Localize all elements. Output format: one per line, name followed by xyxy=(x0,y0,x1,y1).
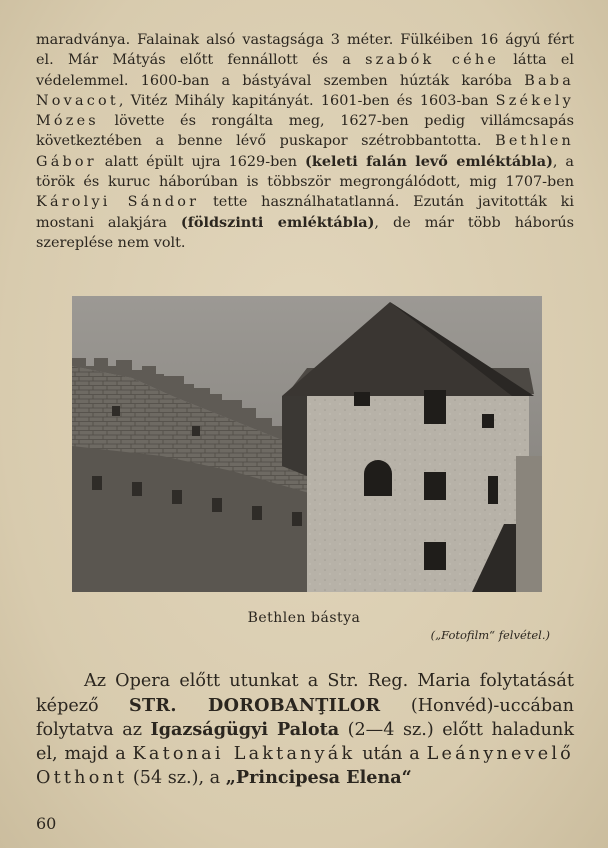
text-segment: lövette és rongálta meg, 1627-ben pedig villámcsapás következtében a benne lévő puskapor szétrobbantotta. xyxy=(36,113,574,150)
spaced-text: Leánynevelő Otthont xyxy=(36,743,574,789)
tower-side xyxy=(282,396,307,476)
page-number: 60 xyxy=(36,814,57,833)
spaced-text: Baba Novacot xyxy=(36,72,574,109)
photo-credit: („Fotofilm“ felvétel.) xyxy=(430,628,550,642)
spaced-text: Székely Mózes xyxy=(36,92,574,130)
text-segment: , de már több háborús szereplése nem volt. xyxy=(36,214,574,251)
text-segment: , Vitéz Mihály kapitányát. 1601-ben és 1603-ban xyxy=(118,92,496,109)
photo-caption: Bethlen bástya xyxy=(247,610,361,626)
text-segment: (2—4 sz.) előtt haladunk el, majd a xyxy=(36,720,574,764)
text-segment: maradványa. Falainak alsó vastagsága 3 méter. Fülkéiben 16 ágyú fért el. Már Mátyás előtt fennállott és a xyxy=(36,32,574,69)
text-segment: (54 sz.), a xyxy=(127,768,226,789)
foreground-wall xyxy=(516,456,542,592)
text-segment: tette használhatatlanná. Ezután javitották ki mostani alakjára xyxy=(36,194,575,231)
text-segment: után a xyxy=(355,743,427,764)
text-segment: alatt épült ujra 1629-ben xyxy=(96,153,306,170)
bold-text: (keleti falán levő emléktábla) xyxy=(305,152,553,170)
spaced-text: Károlyi Sándor xyxy=(36,194,200,211)
spaced-text: Katonai Laktanyák xyxy=(132,743,356,764)
spaced-text: szabók céhe xyxy=(365,52,500,69)
bold-text: „Principesa Elena“ xyxy=(225,767,412,789)
spaced-text: Bethlen Gábor xyxy=(36,133,574,170)
paragraph-top xyxy=(36,30,574,253)
bold-text: (földszinti emléktábla) xyxy=(180,213,375,231)
bethlen-bastion-photo xyxy=(72,296,542,592)
text-segment: , a török és kuruc háborúban is többször megrongálódott, mig 1707-ben xyxy=(36,153,574,191)
bold-street-name: STR. DOROBANŢILOR xyxy=(129,694,381,716)
bold-text: Igazságügyi Palota xyxy=(150,719,340,741)
paragraph-bottom xyxy=(36,670,574,791)
text-segment: (Honvéd)-uccában folytatva az xyxy=(36,695,574,741)
text-segment: Az Opera előtt utunkat a Str. Reg. Maria folytatását képező xyxy=(36,671,574,716)
text-segment: látta el védelemmel. 1600-ban a bástyával szemben húzták karóba xyxy=(36,52,574,89)
